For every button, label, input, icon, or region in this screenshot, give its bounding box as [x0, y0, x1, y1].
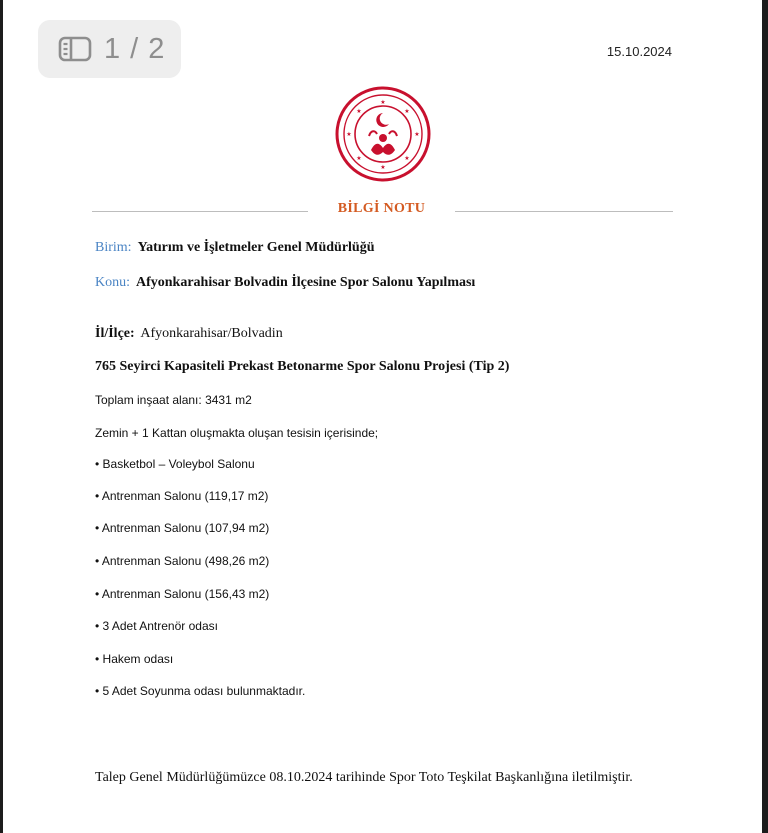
page-indicator[interactable] — [38, 20, 181, 78]
svg-text:★: ★ — [380, 99, 386, 106]
il-ilce-value: Afyonkarahisar/Bolvadin — [140, 326, 283, 341]
page-indicator-label: 1 / 2 — [104, 32, 166, 65]
ministry-seal-logo — [333, 86, 433, 182]
title-divider-left — [92, 211, 308, 212]
konu-value: Afyonkarahisar Bolvadin İlçesine Spor Salonu Yapılması — [136, 275, 476, 290]
project-title: 765 Seyirci Kapasiteli Prekast Betonarme Spor Salonu Projesi (Tip 2) — [95, 359, 510, 374]
svg-text:★: ★ — [380, 164, 386, 171]
svg-text:★: ★ — [404, 108, 410, 115]
birim-field — [95, 240, 375, 256]
svg-text:★: ★ — [404, 155, 410, 162]
svg-text:★: ★ — [346, 131, 352, 138]
facility-item: • Antrenman Salonu (119,17 m2) — [95, 489, 269, 503]
total-area: Toplam inşaat alanı: 3431 m2 — [95, 393, 252, 407]
document-date: 15.10.2024 — [606, 44, 672, 59]
sidebar-panel-icon[interactable] — [58, 36, 92, 62]
svg-text:★: ★ — [356, 155, 362, 162]
document-title: BİLGİ NOTU — [337, 201, 426, 216]
footer-paragraph: Talep Genel Müdürlüğümüzce 08.10.2024 tarihinde Spor Toto Teşkilat Başkanlığına iletilmiştir. — [95, 770, 633, 785]
facility-item: • 3 Adet Antrenör odası — [95, 619, 218, 633]
svg-text:★: ★ — [356, 108, 362, 115]
il-ilce-label: İl/İlçe: — [95, 326, 135, 341]
birim-value: Yatırım ve İşletmeler Genel Müdürlüğü — [137, 240, 375, 255]
konu-field — [95, 275, 475, 291]
facility-intro: Zemin + 1 Kattan oluşmakta oluşan tesisin içerisinde; — [95, 426, 379, 440]
facility-item: • Antrenman Salonu (107,94 m2) — [95, 521, 270, 535]
page-edge-left — [0, 0, 3, 833]
title-divider-right — [455, 211, 673, 212]
il-ilce-field — [95, 326, 283, 342]
facility-item: • Basketbol – Voleybol Salonu — [95, 457, 255, 471]
page-edge-right — [762, 0, 768, 833]
facility-item: • Antrenman Salonu (498,26 m2) — [95, 554, 270, 568]
document-title-row — [92, 200, 673, 220]
facility-item: • 5 Adet Soyunma odası bulunmaktadır. — [95, 684, 306, 698]
svg-text:★: ★ — [414, 131, 420, 138]
facility-item: • Antrenman Salonu (156,43 m2) — [95, 587, 270, 601]
facility-item: • Hakem odası — [95, 652, 174, 666]
birim-label: Birim: — [95, 240, 132, 255]
konu-label: Konu: — [95, 275, 130, 290]
